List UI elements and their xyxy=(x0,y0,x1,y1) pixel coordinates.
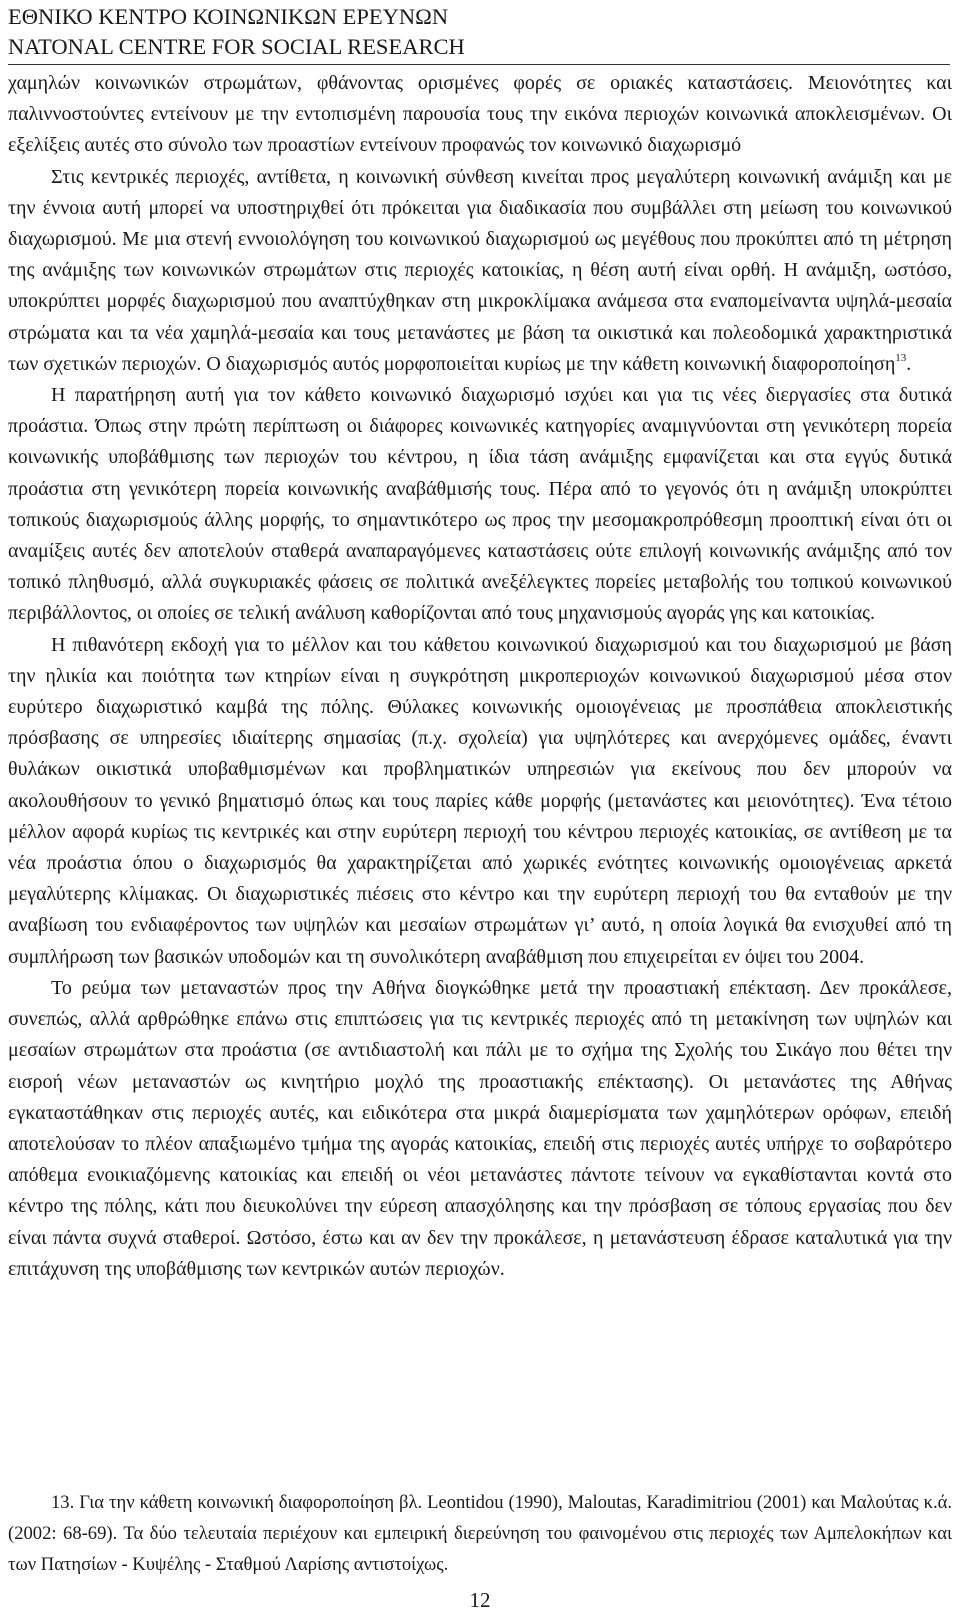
paragraph-2-text: Στις κεντρικές περιοχές, αντίθετα, η κοινωνική σύνθεση κινείται προς μεγαλύτερη κοινωνική ανάμιξη και με την έννοια αυτή μπορεί να υποστηριχθεί ότι πρόκειται για διαδικασία που συμβάλλει στη μείωση του κοινωνικού διαχωρισμού. Με μια στενή εννοιολόγηση του κοινωνικού διαχωρισμού ως μεγέθους που προκύπτει από τη μέτρηση της ανάμιξης των κοινωνικών στρωμάτων στις περιοχές κατοικίας, η θέση αυτή είναι ορθή. Η ανάμιξη, ωστόσο, υποκρύπτει μορφές διαχωρισμού που αναπτύχθηκαν στη μικροκλίμακα ανάμεσα στα εναπομείναντα υψηλά-μεσαία στρώματα και τα νέα χαμηλά-μεσαία και τους μετανάστες με βάση τα οικιστικά και πολεοδομικά χαρακτηριστικά των σχετικών περιοχών. Ο διαχωρισμός αυτός μορφοποιείται κυρίως με την κάθετη κοινωνική διαφοροποίηση xyxy=(8,165,952,375)
paragraph-2 xyxy=(8,162,952,380)
body-text xyxy=(8,68,952,1285)
paragraph-3: Η παρατήρηση αυτή για τον κάθετο κοινωνικό διαχωρισμό ισχύει και για τις νέες διεργασίες στα δυτικά προάστια. Όπως στην πρώτη περίπτωση οι διάφορες κοινωνικές κατηγορίες αναμιγνύονται στη γενικότερη πορεία κοινωνικής υποβάθμισης των περιοχών του κέντρου, η ίδια τάση ανάμιξης εμφανίζεται και στα εγγύς δυτικά προάστια στη γενικότερη πορεία κοινωνικής αναβάθμισής τους. Πέρα από το γεγονός ότι η ανάμιξη υποκρύπτει τοπικούς διαχωρισμούς άλλης μορφής, το σημαντικότερο ως προς την μεσομακροπρόθεσμη προοπτική είναι ότι οι αναμίξεις αυτές δεν αποτελούν σταθερά αναπαραγόμενες καταστάσεις ούτε επιλογή κοινωνικής ανάμιξης από τον τοπικό πληθυσμό, αλλά συγκυριακές φάσεις σε πολιτικά ανεξέλεγκτες πορείες μεταβολής του τοπικού κοινωνικού περιβάλλοντος, οι οποίες σε τελική ανάλυση καθορίζονται από τους μηχανισμούς αγοράς γης και κατοικίας. xyxy=(8,384,952,625)
footnote-reference[interactable]: 13 xyxy=(895,351,907,364)
page-number: 12 xyxy=(469,1588,491,1612)
footnote-13: 13. Για την κάθετη κοινωνική διαφοροποίηση βλ. Leontidou (1990), Maloutas, Karadimitriou (2001) και Μαλούτας κ.ά. (2002: 68-69). Τα δύο τελευταία περιέχουν και εμπειρική διερεύνηση του φαινομένου στις περιοχές των Αμπελοκήπων και των Πατησίων - Κυψέλης - Σταθμού Λαρίσης αντιστοίχως. xyxy=(8,1492,952,1575)
paragraph-4: Η πιθανότερη εκδοχή για το μέλλον και του κάθετου κοινωνικού διαχωρισμού και του διαχωρισμού με βάση την ηλικία και ποιότητα των κτηρίων είναι η συγκρότηση μικροπεριοχών κοινωνικού διαχωρισμού μέσα στον ευρύτερο διαχωριστικό καμβά της πόλης. Θύλακες κοινωνικής ομοιογένειας με προσπάθεια αποκλειστικής πρόσβασης σε υπηρεσίες ιδιαίτερης σημασίας (π.χ. σχολεία) για υψηλότερες και ανερχόμενες ομάδες, έναντι θυλάκων οικιστικά υποβαθμισμένων και προβληματικών υπηρεσιών για εκείνους που δεν μπορούν να ακολουθήσουν το γενικό βηματισμό όπως και τους παρίες κάθε μορφής (μετανάστες και μειονότητες). Ένα τέτοιο μέλλον αφορά κυρίως τις κεντρικές και στην ευρύτερη περιοχή του κέντρου περιοχές κατοικίας, σε αντίθεση με τα νέα προάστια όπου ο διαχωρισμός θα χαρακτηρίζεται από χωρικές ενότητες κοινωνικής ομοιογένειας αρκετά μεγαλύτερης κλίμακας. Οι διαχωριστικές πιέσεις στο κέντρο και την ευρύτερη περιοχή του θα ενταθούν με την αναβίωση του ενδιαφέροντος των υψηλών και μεσαίων στρωμάτων γι’ αυτό, η οποία λογικά θα ενισχυθεί από τη συμπλήρωση των βασικών υποδομών και τη συνολικότερη αναβάθμιση που επιχειρείται εν όψει του 2004. xyxy=(8,633,952,968)
paragraph-5: Το ρεύμα των μεταναστών προς την Αθήνα διογκώθηκε μετά την προαστιακή επέκταση. Δεν προκάλεσε, συνεπώς, αλλά αρθρώθηκε επάνω στις επιπτώσεις για τις κεντρικές περιοχές από τη μετακίνηση των υψηλών και μεσαίων στρωμάτων στα προάστια (σε αντιδιαστολή και πάλι με το σχήμα της Σχολής του Σικάγο που θέτει την εισροή νέων μεταναστών ως κινητήριο μοχλό της προαστιακής επέκτασης). Οι μετανάστες της Αθήνας εγκαταστάθηκαν στις περιοχές αυτές, και ειδικότερα στα μικρά διαμερίσματα των χαμηλότερων ορόφων, επειδή αποτελούσαν το πλέον απαξιωμένο τμήμα της αγοράς κατοικίας, επειδή στις περιοχές αυτές υπήρχε το σοβαρότερο απόθεμα ενοικιαζόμενης κατοικίας και επειδή οι νέοι μετανάστες πάντοτε τείνουν να εγκαθίστανται κοντά στο κέντρο της πόλης, κάτι που διευκολύνει την εύρεση απασχόλησης και την πρόσβαση σε τόπους εργασίας που δεν είναι πάντα συχνά σταθεροί. Ωστόσο, έστω και αν δεν την προκάλεσε, η μετανάστευση έδρασε καταλυτικά για την επιτάχυνση της υποβάθμισης των κεντρικών αυτών περιοχών. xyxy=(8,976,952,1280)
header-rule xyxy=(8,64,950,65)
header-greek-title: ΕΘΝΙΚΟ ΚΕΝΤΡΟ ΚΟΙΝΩΝΙΚΩΝ ΕΡΕΥΝΩΝ xyxy=(8,4,449,29)
header-english-title: NATONAL CENTRE FOR SOCIAL RESEARCH xyxy=(8,34,465,59)
footnote-section xyxy=(8,1487,952,1580)
paragraph-2-end: . xyxy=(906,352,912,375)
page-header xyxy=(8,2,465,62)
paragraph-1: χαμηλών κοινωνικών στρωμάτων, φθάνοντας ορισμένες φορές σε οριακές καταστάσεις. Μειονότητες και παλιννοστούντες εντείνουν με την εντοπισμένη παρουσία τους την εικόνα περιοχών κοινωνικά αποκλεισμένων. Οι εξελίξεις αυτές στο σύνολο των προαστίων εντείνουν προφανώς τον κοινωνικό διαχωρισμό xyxy=(8,72,952,157)
